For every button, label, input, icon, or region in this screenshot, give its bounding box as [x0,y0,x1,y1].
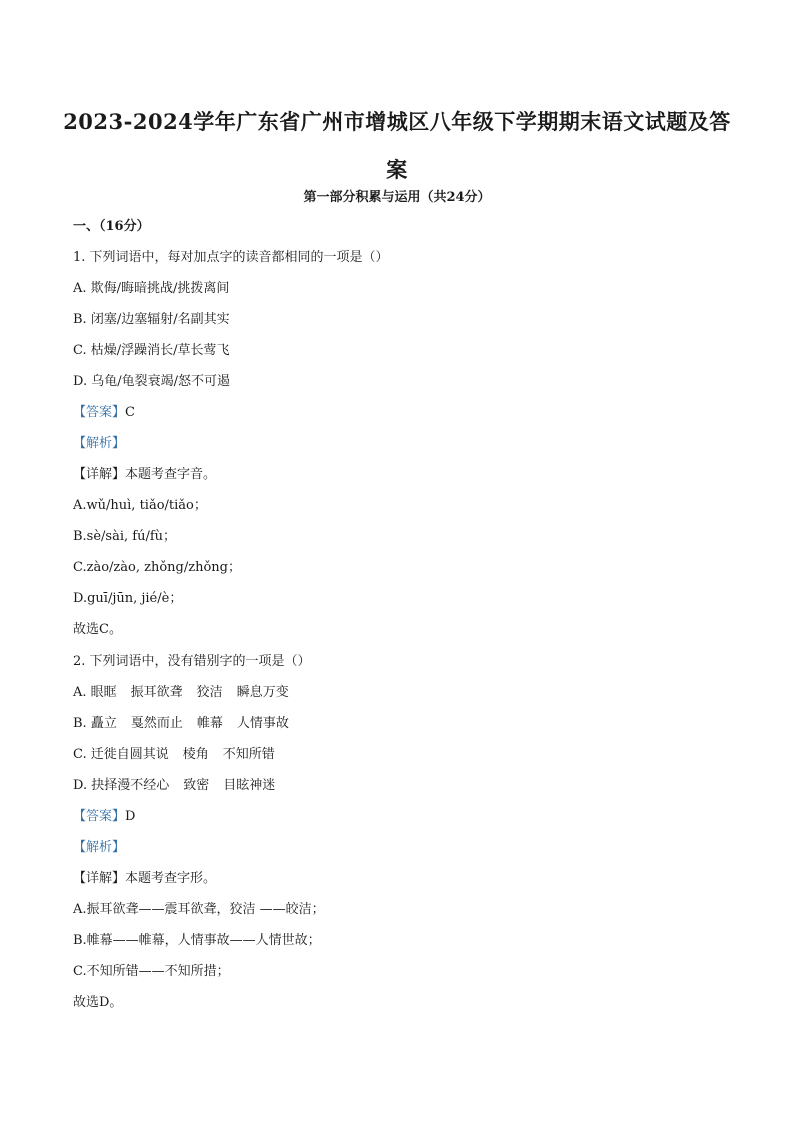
question-1-explanation-b: B.sè/sài, fú/fù； [73,529,177,544]
option-term: 戛然而止 [130,716,183,731]
question-1-option-a: A. 欺侮/晦暗挑战/挑拨离间 [73,281,230,296]
question-1-explanation-a: A.wǔ/huì, tiǎo/tiǎo； [73,498,207,513]
option-term: B. 矗立 [73,716,117,731]
question-1-option-d: D. 乌龟/龟裂衰竭/怒不可遏 [73,374,230,389]
option-term: 振耳欲聋 [130,685,183,700]
option-term: C. 迁徙自圆其说 [73,747,169,762]
question-2-option-d [73,778,275,794]
question-1-conclusion: 故选C。 [73,622,122,637]
question-2-option-a [73,685,289,701]
question-2-answer [73,809,135,825]
question-1-option-c: C. 枯燥/浮躁消长/草长莺飞 [73,343,230,358]
answer-tag: 【答案】 [73,809,126,824]
answer-tag: 【答案】 [73,405,126,420]
question-2-explanation-b: B.帷幕——帷幕，人情事故——人情世故； [73,933,321,948]
option-term: 人情事故 [236,716,289,731]
question-1-stem: 1. 下列词语中，每对加点字的读音都相同的一项是（） [73,250,389,265]
option-term: A. 眼眶 [73,685,117,700]
question-1-detail: 【详解】本题考查字音。 [73,467,217,482]
option-term: 不知所错 [222,747,275,762]
option-term: 目眩神迷 [223,778,276,793]
option-term: 狡洁 [196,685,223,700]
question-1-answer [73,405,135,421]
question-1-explanation-c: C.zào/zào, zhǒng/zhǒng； [73,560,241,575]
option-term: 棱角 [182,747,209,762]
question-2-explanation-a: A.振耳欲聋——震耳欲聋，狡洁 ——皎洁； [73,902,325,917]
part-heading: 一、（16分） [73,219,150,234]
question-1-option-b: B. 闭塞/边塞辐射/名副其实 [73,312,230,327]
answer-value: D [125,809,136,824]
option-term: D. 抉择漫不经心 [73,778,170,793]
question-2-option-b [73,716,289,732]
question-2-stem: 2. 下列词语中，没有错别字的一项是（） [73,654,311,669]
option-term: 帷幕 [196,716,223,731]
question-1-analysis-tag: 【解析】 [73,436,126,451]
option-term: 致密 [183,778,210,793]
option-term: 瞬息万变 [236,685,289,700]
section-title: 第一部分积累与运用（共24分） [303,190,491,205]
question-2-conclusion: 故选D。 [73,995,123,1010]
question-2-option-c [73,747,275,763]
question-1-explanation-d: D.guī/jūn, jié/è； [73,591,183,606]
question-2-analysis-tag: 【解析】 [73,840,126,855]
answer-value: C [125,405,135,420]
question-2-explanation-c: C.不知所错——不知所措； [73,964,230,979]
question-2-detail: 【详解】本题考查字形。 [73,871,217,886]
page-title: 2023-2024学年广东省广州市增城区八年级下学期期末语文试题及答案 [63,109,731,182]
